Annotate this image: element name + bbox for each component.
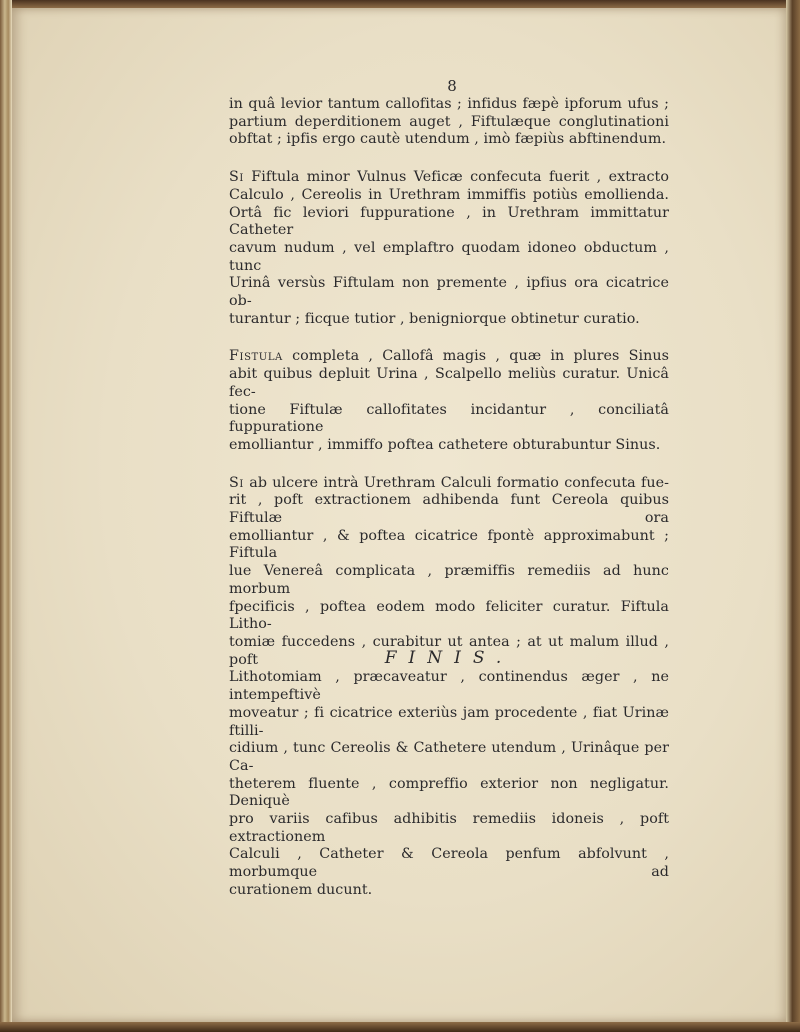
text-line: moveatur ; fi cicatrice exteriùs jam procedente , fiat Urinæ ftilli- xyxy=(229,704,669,739)
text-line: cavum nudum , vel emplaftro quodam idoneo obductum , tunc xyxy=(229,239,669,274)
text-line: turantur ; ficque tutior , benigniorque obtinetur curatio. xyxy=(229,310,640,327)
book-spine xyxy=(0,0,12,1032)
text-line: curationem ducunt. xyxy=(229,881,373,898)
text-line: obftat ; ipfis ergo cautè utendum , imò fæpiùs abftinendum. xyxy=(229,131,667,148)
text-line: Ortâ fic leviori fuppuratione , in Urethram immittatur Catheter xyxy=(229,204,669,239)
paragraph-1 xyxy=(229,96,669,149)
text-line: Urinâ versùs Fiftulam non premente , ipfius ora cicatrice ob- xyxy=(229,275,669,310)
text-line: rit , poft extractionem adhibenda funt Cereola quibus Fiftulæ ora xyxy=(229,492,669,527)
finis-heading: FINIS. xyxy=(384,648,514,668)
text-line: emolliantur , immiffo poftea cathetere obturabuntur Sinus. xyxy=(229,436,661,453)
paragraph-3 xyxy=(229,348,669,454)
text-line: fpecificis , poftea eodem modo feliciter curatur. Fiftula Litho- xyxy=(229,598,669,633)
book-bottom-edge xyxy=(0,1022,800,1032)
text-line-rest: Fiftula minor Vulnus Veficæ confecuta fuerit , extracto xyxy=(243,169,669,186)
book-top-edge xyxy=(0,0,800,8)
text-line: tomiæ fuccedens , curabitur ut antea ; at ut malum illud , poft xyxy=(229,633,669,668)
text-line: in quâ levior tantum callofitas ; infidus fæpè ipforum ufus ; xyxy=(229,96,669,112)
text-line: abit quibus depluit Urina , Scalpello meliùs curatur. Unicâ fec- xyxy=(229,366,669,400)
text-line: tione Fiftulæ callofitates incidantur , conciliatâ fuppuratione xyxy=(229,401,669,436)
book-page xyxy=(12,8,786,1022)
text-line: pro variis cafibus adhibitis remediis idoneis , poft extractionem xyxy=(229,811,669,845)
text-line: Calculo , Cereolis in Urethram immiffis potiùs emollienda. xyxy=(229,186,669,203)
paragraph-lead-word: Fistula xyxy=(229,348,283,365)
text-line: cidium , tunc Cereolis & Cathetere utendum , Urinâque per Ca- xyxy=(229,740,669,774)
text-line-rest: completa , Callofâ magis , quæ in plures Sinus xyxy=(282,348,669,365)
text-line xyxy=(229,348,669,366)
text-line xyxy=(229,475,669,493)
text-line: lue Venereâ complicata , præmiffis remediis ad hunc morbum xyxy=(229,563,669,597)
text-line: Lithotomiam , præcaveatur , continendus æger , ne intempeftivè xyxy=(229,669,669,704)
text-line: theterem fluente , compreffio exterior non negligatur. Deniquè xyxy=(229,775,669,810)
paragraph-4 xyxy=(229,475,669,900)
text-line: Calculi , Catheter & Cereola penfum abfolvunt , morbumque ad xyxy=(229,846,669,881)
text-line-rest: ab ulcere intrà Urethram Calculi formatio confecuta fue- xyxy=(243,474,669,491)
paragraph-lead-word: Si xyxy=(229,169,244,186)
text-line: emolliantur , & poftea cicatrice fpontè approximabunt ; Fiftula xyxy=(229,527,669,562)
page-number: 8 xyxy=(447,77,457,95)
page-text-block xyxy=(229,78,669,920)
book-fore-edge xyxy=(786,0,800,1032)
paragraph-2 xyxy=(229,169,669,328)
text-line xyxy=(229,169,669,187)
paragraph-lead-word: Si xyxy=(229,474,244,491)
text-line: partium deperditionem auget , Fiftulæque conglutinationi xyxy=(229,113,669,130)
